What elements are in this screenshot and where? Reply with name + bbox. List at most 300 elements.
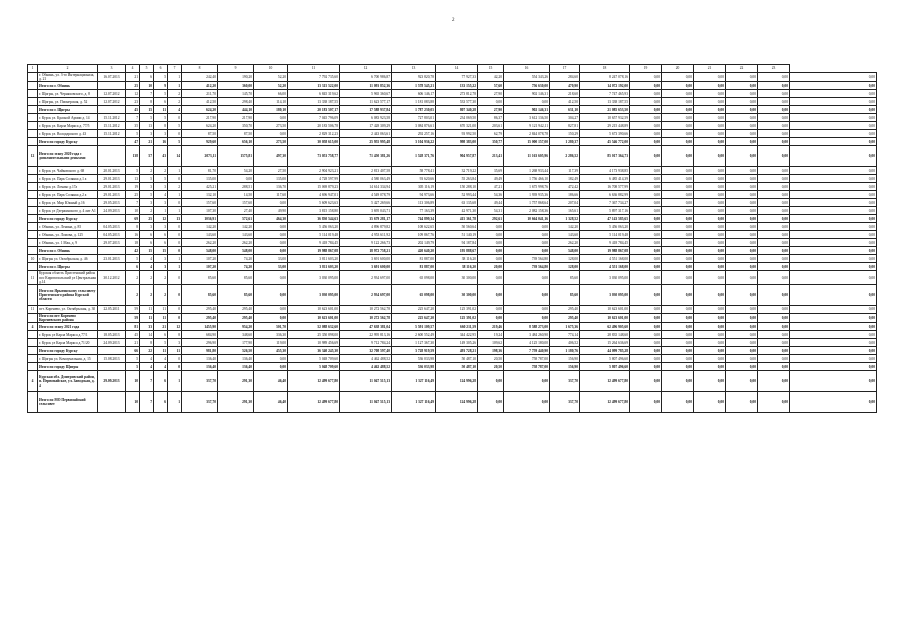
value-cell: 3 695 043,71	[340, 207, 392, 215]
subtotal-row	[28, 285, 877, 306]
value-cell: 0,00	[662, 207, 694, 215]
value-cell: 337,70	[182, 392, 218, 413]
value-cell: 0,00	[630, 215, 662, 223]
address-cell: г. Курск ул Дзержинского д. 4 лит А1	[38, 207, 98, 215]
value-cell: 0,00	[758, 363, 790, 371]
value-cell: 0,00	[504, 98, 550, 106]
value-cell: 0,00	[662, 306, 694, 314]
value-cell: 0,00	[758, 175, 790, 183]
value-cell: 0,00	[694, 223, 726, 231]
row-number-cell	[28, 175, 38, 183]
value-cell: 2	[168, 90, 182, 98]
value-cell: 30 300,00	[436, 285, 478, 306]
table-row	[28, 306, 877, 314]
date-cell: 29.01.2013	[98, 183, 126, 191]
value-cell: 25 955 995,48	[340, 138, 392, 146]
subtotal-row	[28, 247, 877, 255]
value-cell: 85,60	[182, 285, 218, 306]
value-cell: 125 391,02	[436, 314, 478, 323]
address-cell: г. Щигры ул. Коммунальная, д. 15	[38, 355, 98, 363]
value-cell: 0,00	[726, 130, 758, 138]
value-cell: 0,00	[662, 323, 694, 331]
value-cell: 262,20	[182, 239, 218, 247]
value-cell: 0,00	[254, 271, 288, 285]
subtotal-row	[28, 371, 877, 392]
value-cell: 0,00	[254, 199, 288, 207]
value-cell: 1 181 083,88	[392, 98, 436, 106]
value-cell: 0,00	[630, 175, 662, 183]
value-cell: 0,00	[662, 167, 694, 175]
value-cell: 81	[126, 323, 140, 331]
value-cell: 125 391,02	[436, 306, 478, 314]
value-cell: 262,20	[218, 239, 254, 247]
value-cell: 0,00	[790, 239, 877, 247]
value-cell: 2 082 158,36	[504, 207, 550, 215]
value-cell: 0,00	[790, 114, 877, 122]
value-cell: 5 456 063,20	[288, 223, 340, 231]
value-cell: 0,00	[758, 306, 790, 314]
value-cell: 0,00	[630, 331, 662, 339]
value-cell: 0,00	[694, 371, 726, 392]
value-cell: 21 085 653,50	[580, 106, 630, 114]
value-cell: 62 496 905,60	[580, 323, 630, 331]
value-cell: 33	[140, 323, 154, 331]
value-cell: 2 600 552,49	[392, 331, 436, 339]
column-number: 5	[140, 65, 154, 73]
value-cell: 0,00	[694, 106, 726, 114]
value-cell: 0,00	[790, 355, 877, 363]
value-cell: 420 640,20	[392, 247, 436, 255]
value-cell: 0,00	[790, 231, 877, 239]
date-cell: 24.09.2013	[98, 207, 126, 215]
date-cell: 15.11.2012	[98, 130, 126, 138]
value-cell: 3	[154, 199, 168, 207]
value-cell: 47 638 381,04	[340, 323, 392, 331]
column-number: 21	[694, 65, 726, 73]
value-cell: 2	[140, 167, 154, 175]
value-cell: 0,00	[694, 130, 726, 138]
address-cell: Итого по этапу 2021 года	[38, 323, 98, 331]
value-cell: 8	[168, 331, 182, 339]
value-cell: 6	[140, 73, 154, 82]
value-cell: 0	[168, 130, 182, 138]
value-cell: 35	[126, 122, 140, 130]
value-cell: 124 996,28	[436, 371, 478, 392]
value-cell: 42	[126, 247, 140, 255]
value-cell: 0,00	[758, 106, 790, 114]
value-cell: 4 173 938,85	[580, 167, 630, 175]
value-cell: 0,00	[630, 363, 662, 371]
value-cell: 0,00	[662, 331, 694, 339]
value-cell: 69	[126, 215, 140, 223]
value-cell: 6	[154, 231, 168, 239]
value-cell: 11 623 577,17	[340, 98, 392, 106]
value-cell: 902 146,31	[504, 90, 550, 98]
value-cell: 15	[140, 247, 154, 255]
value-cell: 0,00	[254, 130, 288, 138]
column-number: 2	[38, 65, 98, 73]
date-cell: 29.07.2013	[98, 239, 126, 247]
value-cell: 0,00	[662, 239, 694, 247]
value-cell: 0,00	[758, 323, 790, 331]
value-cell: 9	[154, 82, 168, 90]
row-number-cell	[28, 239, 38, 247]
value-cell: 3 811 603,20	[288, 263, 340, 271]
subtotal-row	[28, 323, 877, 331]
value-cell: 344 422,95	[436, 331, 478, 339]
value-cell: 207,04	[550, 199, 580, 207]
value-cell: 6	[126, 263, 140, 271]
date-cell	[98, 314, 126, 323]
value-cell: 25	[126, 191, 140, 199]
value-cell: 2 286,52	[550, 146, 580, 167]
value-cell: 0,00	[478, 271, 504, 285]
value-cell: 0,00	[790, 146, 877, 167]
value-cell: 0,00	[790, 371, 877, 392]
value-cell: 66	[126, 347, 140, 355]
value-cell: 18	[126, 239, 140, 247]
value-cell: 20,50	[478, 355, 504, 363]
value-cell: 217,90	[182, 114, 218, 122]
value-cell: 14	[168, 146, 182, 167]
value-cell: 0,00	[790, 73, 877, 82]
value-cell: 6 485 414,39	[580, 175, 630, 183]
value-cell: 0,00	[630, 130, 662, 138]
value-cell: 150 288,10	[436, 183, 478, 191]
value-cell: 15 069 879,23	[288, 183, 340, 191]
value-cell: 0,00	[662, 339, 694, 347]
date-cell	[98, 106, 126, 114]
value-cell: 14 072 192,00	[580, 82, 630, 90]
value-cell: 0,00	[790, 199, 877, 207]
address-cell: Итого по г. Обнинь	[38, 247, 98, 255]
value-cell: 10	[126, 371, 140, 392]
value-cell: 0,00	[662, 130, 694, 138]
value-cell: 0,00	[662, 199, 694, 207]
value-cell: 0,00	[478, 231, 504, 239]
value-cell: 0,00	[662, 263, 694, 271]
value-cell: 8 588 273,00	[504, 323, 550, 331]
value-cell: 10 623 601,00	[288, 314, 340, 323]
value-cell: 526,50	[218, 347, 254, 355]
value-cell: 0,00	[630, 239, 662, 247]
value-cell: 11 047 515,13	[340, 371, 392, 392]
value-cell: 0,00	[758, 82, 790, 90]
value-cell: 0,00	[726, 263, 758, 271]
value-cell: 0,00	[790, 90, 877, 98]
value-cell: 0,00	[726, 215, 758, 223]
value-cell: 292,61	[478, 215, 504, 223]
value-cell: 1575,81	[218, 146, 254, 167]
value-cell: 19,24	[478, 331, 504, 339]
value-cell: 0,00	[790, 323, 877, 331]
value-cell: 1	[168, 263, 182, 271]
value-cell: 0,00	[662, 314, 694, 323]
value-cell: 1	[154, 207, 168, 215]
row-number-cell: 10	[28, 255, 38, 263]
column-number: 14	[436, 65, 478, 73]
value-cell: 2	[126, 285, 140, 306]
value-cell: 656,10	[218, 138, 254, 146]
value-cell: 0,00	[758, 263, 790, 271]
value-cell: 109,62	[478, 339, 504, 347]
value-cell: 0,00	[726, 73, 758, 82]
value-cell: 0,00	[726, 146, 758, 167]
value-cell: 13 338 187,55	[288, 98, 340, 106]
address-cell: г. Курск ул. Парк Солянка д.2 а	[38, 191, 98, 199]
value-cell: 0,00	[726, 106, 758, 114]
value-cell: 295,40	[182, 314, 218, 323]
value-cell: 1 578 545,21	[392, 82, 436, 90]
value-cell: 1	[168, 207, 182, 215]
value-cell: 0,00	[662, 73, 694, 82]
value-cell: 1 675,36	[550, 323, 580, 331]
value-cell: 52,20	[254, 73, 288, 82]
value-cell: 81,70	[182, 167, 218, 175]
value-cell: 3 691 600,00	[340, 263, 392, 271]
value-cell: 5 807 496,60	[580, 363, 630, 371]
column-number: 17	[550, 65, 580, 73]
value-cell: 295,40	[218, 314, 254, 323]
value-cell: 11 093 852,36	[340, 82, 392, 90]
value-cell: 412,50	[182, 98, 218, 106]
value-cell: 128,00	[550, 263, 580, 271]
value-cell: 12 499 677,80	[580, 392, 630, 413]
value-cell: 0,00	[630, 339, 662, 347]
value-cell: 624,20	[182, 122, 218, 130]
value-cell: 124 996,28	[436, 392, 478, 413]
date-cell: 15.08.2013	[98, 355, 126, 363]
value-cell: 0,00	[254, 285, 288, 306]
value-cell: 0,00	[726, 90, 758, 98]
value-cell: 87,50	[218, 130, 254, 138]
value-cell: 1	[168, 255, 182, 263]
value-cell: 190,20	[218, 73, 254, 82]
value-cell: 0,00	[790, 130, 877, 138]
value-cell: 0,00	[504, 306, 550, 314]
value-cell: 0	[168, 175, 182, 183]
value-cell: 108 622,65	[392, 223, 436, 231]
subtotal-row	[28, 314, 877, 323]
value-cell: 157,60	[218, 199, 254, 207]
value-cell: 4 551 168,00	[580, 263, 630, 271]
value-cell: 774,14	[550, 331, 580, 339]
value-cell: 58 778,41	[392, 167, 436, 175]
value-cell: 57,60	[478, 82, 504, 90]
value-cell: 182,49	[550, 175, 580, 183]
row-number-cell	[28, 207, 38, 215]
value-cell: 572,61	[218, 215, 254, 223]
value-cell: 0,00	[504, 239, 550, 247]
value-cell: 36 340 245,30	[288, 347, 340, 355]
value-cell: 93 992,50	[436, 130, 478, 138]
value-cell: 8	[140, 339, 154, 347]
value-cell: 5 114 019,48	[580, 231, 630, 239]
value-cell: 0,00	[478, 255, 504, 263]
value-cell: 0,00	[662, 223, 694, 231]
row-number-cell	[28, 231, 38, 239]
value-cell: 219,46	[478, 323, 504, 331]
value-cell: 32 708 597,40	[340, 347, 392, 355]
row-number-cell: 12	[28, 146, 38, 167]
date-cell: 15.11.2012	[98, 114, 126, 122]
value-cell: 32 719,22	[436, 167, 478, 175]
value-cell: 2	[154, 167, 168, 175]
value-cell: 0,00	[630, 114, 662, 122]
value-cell: 142,20	[218, 223, 254, 231]
value-cell: 11	[140, 314, 154, 323]
value-cell: 472,42	[550, 183, 580, 191]
value-cell: 0,00	[726, 138, 758, 146]
value-cell: 242,40	[182, 73, 218, 82]
value-cell: 0,00	[758, 183, 790, 191]
value-cell: 0,00	[758, 331, 790, 339]
value-cell: 10 623 601,00	[580, 314, 630, 323]
value-cell: 8	[154, 122, 168, 130]
value-cell: 493 728,21	[436, 347, 478, 355]
value-cell: 1 675 998,76	[504, 183, 550, 191]
value-cell: 0,00	[758, 122, 790, 130]
value-cell: 0,00	[218, 175, 254, 183]
value-cell: 444,10	[218, 106, 254, 114]
address-cell: Итого по этапу 2020 года с дополнительными деньгами	[38, 146, 98, 167]
value-cell: 4	[140, 355, 154, 363]
value-cell: 0,00	[726, 339, 758, 347]
value-cell: 273,50	[254, 122, 288, 130]
value-cell: 758 787,00	[504, 355, 550, 363]
value-cell: 93 620,66	[392, 175, 436, 183]
column-number: 4	[126, 65, 140, 73]
value-cell: 0,00	[758, 73, 790, 82]
value-cell: 0,00	[662, 355, 694, 363]
value-cell: 0,00	[662, 82, 694, 90]
value-cell: 0,00	[694, 363, 726, 371]
value-cell: 9 712 784,24	[340, 339, 392, 347]
value-cell: 0,00	[694, 231, 726, 239]
address-cell: г. Курск ул Карла Маркса д.71/20	[38, 339, 98, 347]
value-cell: 0,00	[726, 306, 758, 314]
value-cell: 81 887,00	[392, 263, 436, 271]
value-cell: 0,00	[790, 271, 877, 285]
value-cell: 8	[140, 98, 154, 106]
value-cell: 5	[140, 175, 154, 183]
value-cell: 727 803,01	[392, 114, 436, 122]
row-number-cell	[28, 122, 38, 130]
address-cell: г. Щигры, ул. Черняховского, д. 8	[38, 90, 98, 98]
subtotal-row	[28, 106, 877, 114]
value-cell: 0,00	[790, 247, 877, 255]
value-cell: 5 591 109,57	[392, 323, 436, 331]
table-row	[28, 239, 877, 247]
value-cell: 1 180,76	[550, 347, 580, 355]
value-cell: 0,00	[694, 314, 726, 323]
value-cell: 15	[154, 247, 168, 255]
row-number-cell	[28, 82, 38, 90]
value-cell: 0,00	[478, 314, 504, 323]
column-number: 6	[154, 65, 168, 73]
value-cell: 7	[126, 114, 140, 122]
value-cell: 211,70	[182, 90, 218, 98]
value-cell: 3	[140, 199, 154, 207]
value-cell: 119,00	[254, 339, 288, 347]
value-cell: 136,40	[218, 355, 254, 363]
value-cell: 554 343,26	[504, 73, 550, 82]
value-cell: 16	[154, 138, 168, 146]
value-cell: 929,60	[182, 138, 218, 146]
value-cell: 1 268 933,44	[504, 167, 550, 175]
date-cell: 18.05.2013	[98, 331, 126, 339]
value-cell: 0,00	[630, 323, 662, 331]
value-cell: 29 215 448,89	[580, 122, 630, 130]
address-cell: Итого по городу Курску	[38, 138, 98, 146]
value-cell: 0,00	[254, 223, 288, 231]
value-cell: 0,00	[758, 371, 790, 392]
value-cell: 0,00	[790, 215, 877, 223]
row-number-cell: 4	[28, 371, 38, 392]
column-number: 9	[218, 65, 254, 73]
value-cell: 0,00	[790, 175, 877, 183]
value-cell: 59	[126, 314, 140, 323]
value-cell: 2	[168, 183, 182, 191]
value-cell: 3	[140, 130, 154, 138]
value-cell: 149 305,26	[436, 339, 478, 347]
value-cell: 262,20	[550, 239, 580, 247]
value-cell: 0,00	[726, 114, 758, 122]
value-cell: 536 033,98	[392, 363, 436, 371]
date-cell: 30.12.2012	[98, 271, 126, 285]
value-cell: 0,00	[694, 183, 726, 191]
value-cell: 46,40	[254, 371, 288, 392]
value-cell: 135,00	[182, 175, 218, 183]
value-cell: 0,00	[478, 306, 504, 314]
value-cell: 0,00	[662, 371, 694, 392]
value-cell: 5	[154, 73, 168, 82]
value-cell: 42 971,30	[436, 207, 478, 215]
value-cell: 0	[168, 199, 182, 207]
value-cell: 3 612 136,50	[504, 114, 550, 122]
table-row	[28, 231, 877, 239]
value-cell: 0,00	[662, 392, 694, 413]
value-cell: 0,00	[758, 247, 790, 255]
value-cell: 0,00	[726, 271, 758, 285]
value-cell: 0,00	[790, 339, 877, 347]
value-cell: 10 623 601,00	[580, 306, 630, 314]
value-cell: 0,00	[790, 347, 877, 355]
value-cell: 50 487,10	[436, 363, 478, 371]
value-cell: 1	[168, 371, 182, 392]
value-cell: 3 030 095,00	[580, 271, 630, 285]
row-number-cell	[28, 167, 38, 175]
value-cell: 87,50	[182, 130, 218, 138]
value-cell: 304,27	[550, 114, 580, 122]
value-cell: 0,00	[662, 122, 694, 130]
value-cell: 0,00	[630, 247, 662, 255]
value-cell: 77 927,33	[436, 73, 478, 82]
value-cell: 0,00	[726, 183, 758, 191]
value-cell: 548,00	[182, 247, 218, 255]
value-cell: 5	[126, 130, 140, 138]
date-cell: 04.05.2013	[98, 223, 126, 231]
value-cell: 9 121 942,11	[504, 122, 550, 130]
value-cell: 7 747 465,93	[580, 90, 630, 98]
value-cell: 606 146,17	[392, 90, 436, 98]
value-cell: 27,90	[478, 106, 504, 114]
value-cell: 195 888,67	[436, 247, 478, 255]
value-cell: 74,20	[218, 263, 254, 271]
value-cell: 50 560,64	[436, 223, 478, 231]
table-row	[28, 90, 877, 98]
value-cell: 0	[168, 114, 182, 122]
